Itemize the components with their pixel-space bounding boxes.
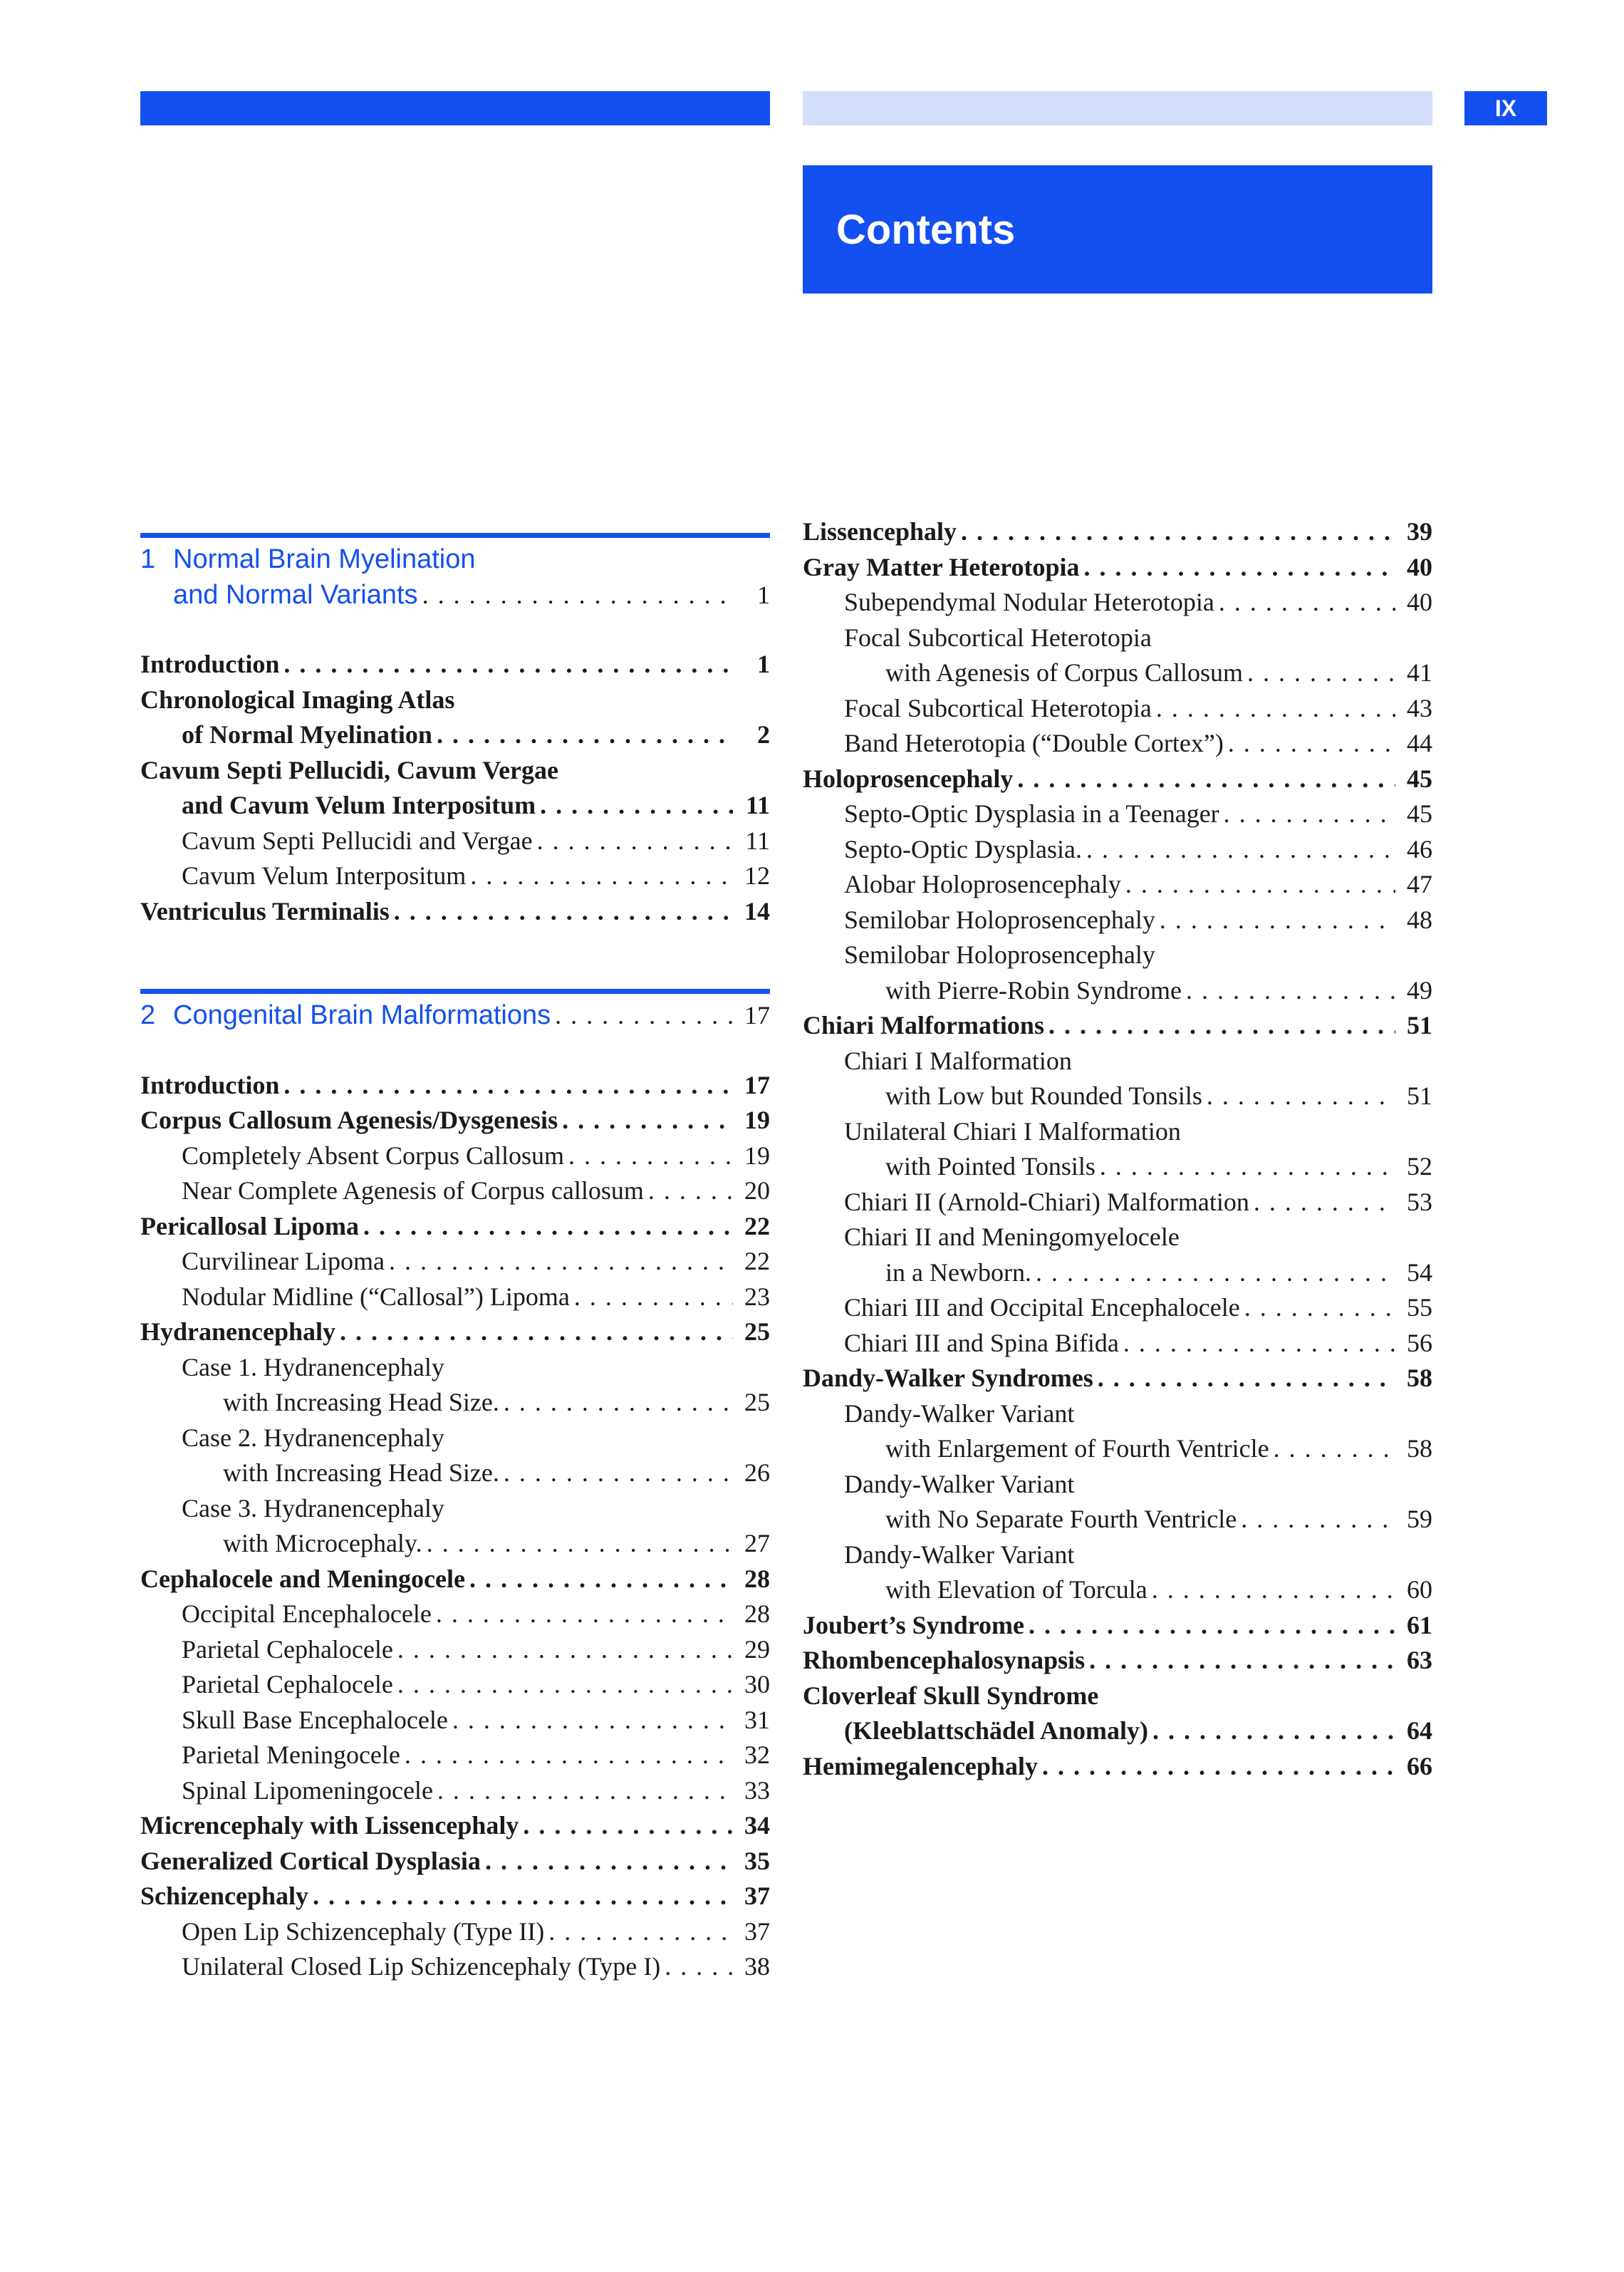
toc-subentry[interactable]: Occipital Encephalocele . . . 28: [140, 1597, 770, 1632]
toc-entry[interactable]: Gray Matter Heterotopia . . . 40: [803, 550, 1432, 586]
toc-subentry[interactable]: Cavum Septi Pellucidi and Vergae . . . 11: [140, 824, 770, 859]
toc-subentry[interactable]: Parietal Meningocele . . . 32: [140, 1738, 770, 1773]
toc-subentry-continued[interactable]: with Elevation of Torcula . . . 60: [803, 1572, 1432, 1608]
toc-subentry[interactable]: Case 3. Hydranencephaly: [182, 1493, 444, 1523]
toc-subentry[interactable]: Spinal Lipomeningocele . . . 33: [140, 1773, 770, 1809]
chapter-1-rule: [140, 533, 770, 538]
toc-subentry-continued[interactable]: with Increasing Head Size. . . . 26: [140, 1456, 770, 1491]
toc-subentry[interactable]: Dandy-Walker Variant: [844, 1469, 1075, 1498]
toc-entry[interactable]: Hydranencephaly . . . 25: [140, 1314, 770, 1350]
toc-subentry[interactable]: Parietal Cephalocele . . . 29: [140, 1632, 770, 1668]
chapter-2-title: Congenital Brain Malformations: [173, 1000, 551, 1030]
chapter-1-title-line1: Normal Brain Myelination: [173, 544, 476, 574]
toc-entry[interactable]: Dandy-Walker Syndromes . . . 58: [803, 1361, 1432, 1396]
toc-subentry[interactable]: Chiari II and Meningomyelocele: [844, 1223, 1180, 1251]
toc-subentry-continued[interactable]: with Agenesis of Corpus Callosum . . . 41: [803, 655, 1432, 691]
page-title: Contents: [803, 165, 1432, 294]
toc-subentry[interactable]: Chiari III and Spina Bifida . . . 56: [803, 1326, 1432, 1361]
toc-entry[interactable]: Cloverleaf Skull Syndrome: [803, 1681, 1099, 1710]
toc-subentry[interactable]: Unilateral Closed Lip Schizencephaly (Type I) . . . 38: [140, 1949, 770, 1985]
toc-subentry[interactable]: Cavum Velum Interpositum . . . 12: [140, 859, 770, 894]
toc-entry-continued[interactable]: (Kleeblattschädel Anomaly) . . . 64: [803, 1713, 1432, 1749]
toc-entry[interactable]: Schizencephaly . . . 37: [140, 1879, 770, 1914]
toc-subentry[interactable]: Case 2. Hydranencephaly: [182, 1423, 444, 1452]
toc-left-column: [140, 533, 770, 1985]
toc-subentry[interactable]: Chiari II (Arnold-Chiari) Malformation . . . 53: [803, 1185, 1432, 1220]
chapter-2-number: 2: [140, 1000, 156, 1030]
toc-right-column: [803, 514, 1432, 1784]
toc-subentry[interactable]: Parietal Cephalocele . . . 30: [140, 1667, 770, 1703]
toc-subentry[interactable]: Curvilinear Lipoma . . . 22: [140, 1244, 770, 1280]
toc-subentry[interactable]: Septo-Optic Dysplasia in a Teenager . . . 45: [803, 797, 1432, 832]
toc-subentry[interactable]: Band Heterotopia (“Double Cortex”) . . . 44: [803, 726, 1432, 762]
toc-entry[interactable]: Generalized Cortical Dysplasia . . . 35: [140, 1844, 770, 1879]
toc-entry[interactable]: Pericallosal Lipoma . . . 22: [140, 1209, 770, 1245]
toc-subentry[interactable]: Focal Subcortical Heterotopia: [844, 623, 1152, 652]
toc-subentry-continued[interactable]: with No Separate Fourth Ventricle . . . 59: [803, 1502, 1432, 1537]
chapter-2-page: 17: [744, 1001, 770, 1029]
toc-subentry-continued[interactable]: with Pierre-Robin Syndrome . . . 49: [803, 973, 1432, 1009]
toc-entry[interactable]: Lissencephaly . . . 39: [803, 514, 1432, 550]
toc-subentry-continued[interactable]: with Low but Rounded Tonsils . . . 51: [803, 1079, 1432, 1114]
toc-entry[interactable]: Cephalocele and Meningocele . . . 28: [140, 1562, 770, 1597]
toc-subentry[interactable]: Completely Absent Corpus Callosum . . . 19: [140, 1138, 770, 1174]
toc-subentry[interactable]: Case 1. Hydranencephaly: [182, 1352, 444, 1381]
toc-entry-continued[interactable]: and Cavum Velum Interpositum . . . 11: [140, 788, 770, 824]
toc-entry[interactable]: Ventriculus Terminalis . . . 14: [140, 894, 770, 930]
toc-entry[interactable]: Introduction . . . 1: [140, 647, 770, 683]
toc-entry[interactable]: Micrencephaly with Lissencephaly . . . 34: [140, 1808, 770, 1844]
toc-entry[interactable]: Rhombencephalosynapsis . . . 63: [803, 1643, 1432, 1679]
toc-subentry-continued[interactable]: with Increasing Head Size. . . . 25: [140, 1385, 770, 1421]
toc-subentry-continued[interactable]: with Pointed Tonsils . . . 52: [803, 1149, 1432, 1185]
toc-entry[interactable]: Introduction . . . 17: [140, 1068, 770, 1104]
toc-entry-continued[interactable]: of Normal Myelination . . . 2: [140, 717, 770, 753]
toc-subentry[interactable]: Focal Subcortical Heterotopia . . . 43: [803, 691, 1432, 727]
toc-subentry[interactable]: Semilobar Holoprosencephaly: [844, 940, 1155, 969]
toc-subentry[interactable]: Alobar Holoprosencephaly . . . 47: [803, 867, 1432, 903]
toc-subentry[interactable]: Unilateral Chiari I Malformation: [844, 1116, 1181, 1146]
chapter-1-page: 1: [757, 580, 770, 609]
toc-subentry[interactable]: Near Complete Agenesis of Corpus callosum . . . 20: [140, 1173, 770, 1209]
header-bar-left: [140, 91, 770, 125]
toc-subentry[interactable]: Chiari III and Occipital Encephalocele . . . 55: [803, 1290, 1432, 1326]
toc-entry[interactable]: Cavum Septi Pellucidi, Cavum Vergae: [140, 755, 559, 784]
toc-entry[interactable]: Holoprosencephaly . . . 45: [803, 762, 1432, 797]
toc-subentry[interactable]: Semilobar Holoprosencephaly . . . 48: [803, 903, 1432, 938]
toc-subentry[interactable]: Subependymal Nodular Heterotopia . . . 40: [803, 585, 1432, 621]
toc-subentry-continued[interactable]: in a Newborn. . . . 54: [803, 1255, 1432, 1291]
toc-entry[interactable]: Hemimegalencephaly . . . 66: [803, 1749, 1432, 1785]
toc-subentry[interactable]: Skull Base Encephalocele . . . 31: [140, 1703, 770, 1738]
header-bar-right: [803, 91, 1432, 125]
toc-subentry-continued[interactable]: with Microcephaly. . . . 27: [140, 1526, 770, 1562]
chapter-1-number: 1: [140, 544, 156, 574]
toc-subentry[interactable]: Open Lip Schizencephaly (Type II) . . . 37: [140, 1914, 770, 1950]
toc-entry[interactable]: Chronological Imaging Atlas: [140, 685, 455, 714]
toc-subentry[interactable]: Nodular Midline (“Callosal”) Lipoma . . . 23: [140, 1280, 770, 1315]
toc-subentry[interactable]: Septo-Optic Dysplasia. . . . 46: [803, 832, 1432, 868]
chapter-2-heading[interactable]: [140, 998, 770, 1034]
chapter-2-rule: [140, 989, 770, 994]
toc-subentry[interactable]: Chiari I Malformation: [844, 1046, 1072, 1075]
toc-subentry[interactable]: Dandy-Walker Variant: [844, 1540, 1075, 1569]
page-number: IX: [1464, 91, 1547, 125]
chapter-1-title-line2: and Normal Variants: [173, 579, 418, 610]
toc-entry[interactable]: Joubert’s Syndrome . . . 61: [803, 1608, 1432, 1644]
toc-entry[interactable]: Corpus Callosum Agenesis/Dysgenesis . . . 19: [140, 1103, 770, 1138]
chapter-1-heading[interactable]: [140, 542, 770, 613]
toc-subentry[interactable]: Dandy-Walker Variant: [844, 1399, 1075, 1428]
toc-subentry-continued[interactable]: with Enlargement of Fourth Ventricle . . . 58: [803, 1431, 1432, 1467]
toc-entry[interactable]: Chiari Malformations . . . 51: [803, 1008, 1432, 1044]
